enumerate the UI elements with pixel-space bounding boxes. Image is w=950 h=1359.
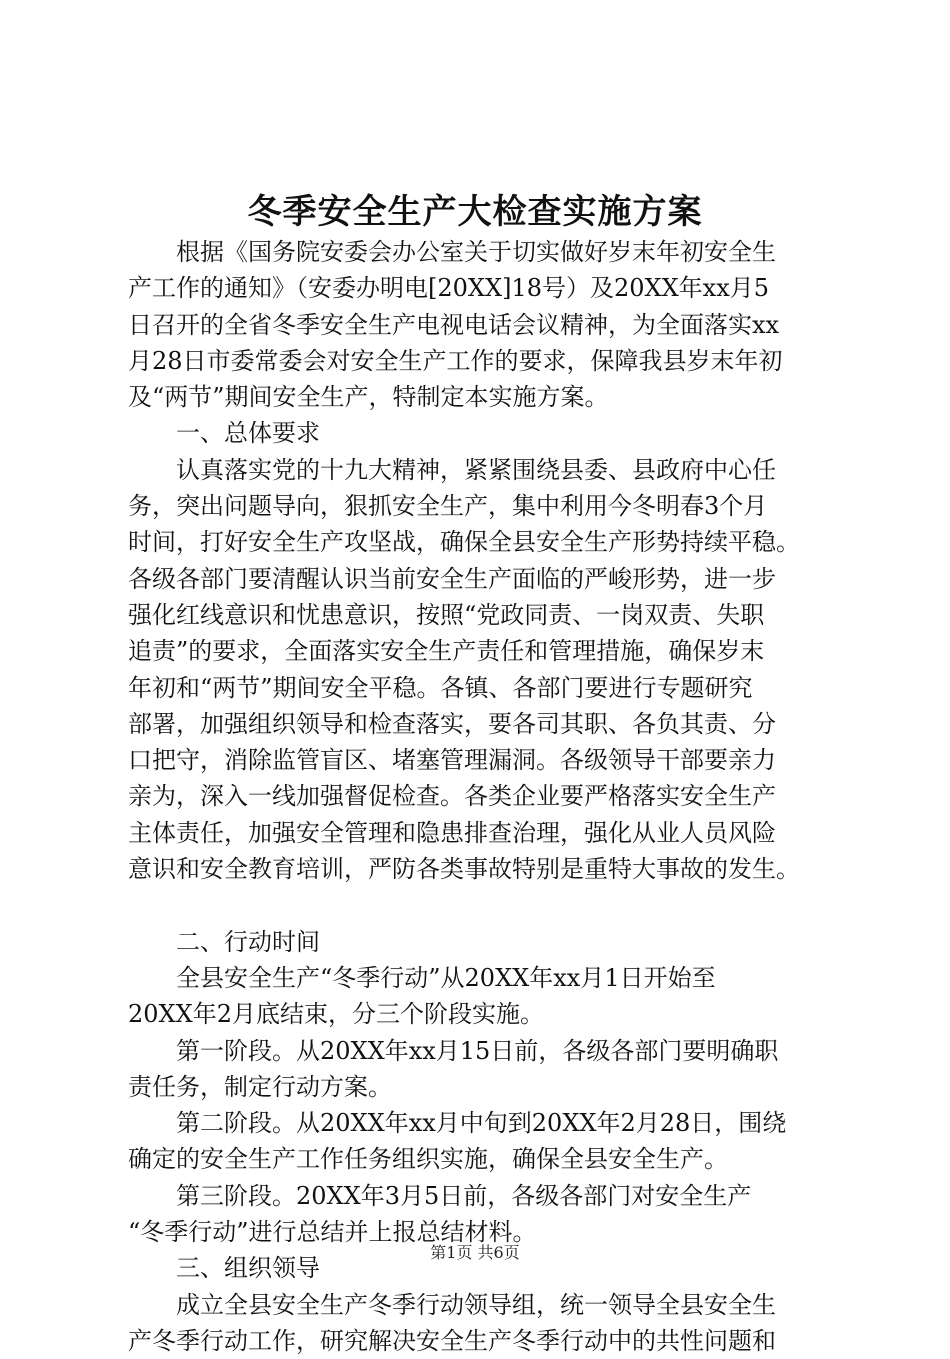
- text-line: 确定的安全生产工作任务组织实施，确保全县安全生产。: [128, 1145, 728, 1174]
- text-line: 年初和“两节”期间安全平稳。各镇、各部门要进行专题研究: [128, 673, 753, 702]
- document-body: [128, 234, 830, 1359]
- text-line: 产冬季行动工作，研究解决安全生产冬季行动中的共性问题和: [128, 1326, 776, 1355]
- text-line: 产工作的通知》（安委办明电[20XX]18号）及20XX年xx月5: [128, 274, 770, 303]
- text-line: “冬季行动”进行总结并上报总结材料。: [128, 1218, 537, 1247]
- text-line: 主体责任，加强安全管理和隐患排查治理，强化从业人员风险: [128, 818, 776, 847]
- text-line: 及“两节”期间安全生产，特制定本实施方案。: [128, 383, 609, 412]
- text-line: 第二阶段。从20XX年xx月中旬到20XX年2月28日，围绕: [128, 1109, 787, 1138]
- section-heading: 二、行动时间: [128, 927, 320, 956]
- text-line: 时间，打好安全生产攻坚战，确保全县安全生产形势持续平稳。: [128, 528, 800, 557]
- text-line: 各级各部门要清醒认识当前安全生产面临的严峻形势，进一步: [128, 564, 776, 593]
- text-line: 亲为，深入一线加强督促检查。各类企业要严格落实安全生产: [128, 782, 776, 811]
- document-title: 冬季安全生产大检查实施方案: [247, 192, 703, 232]
- text-line: 第一阶段。从20XX年xx月15日前，各级各部门要明确职: [128, 1036, 779, 1065]
- text-line: 月28日市委常委会对安全生产工作的要求，保障我县岁末年初: [128, 346, 783, 375]
- text-line: 口把守，消除监管盲区、堵塞管理漏洞。各级领导干部要亲力: [128, 746, 776, 775]
- page-footer: 第1页 共6页: [430, 1243, 520, 1262]
- section-heading: 一、总体要求: [128, 419, 320, 448]
- text-line: 意识和安全教育培训，严防各类事故特别是重特大事故的发生。: [128, 855, 800, 884]
- text-line: 认真落实党的十九大精神，紧紧围绕县委、县政府中心任: [128, 455, 776, 484]
- text-line: 日召开的全省冬季安全生产电视电话会议精神，为全面落实xx: [128, 310, 780, 339]
- text-line: 20XX年2月底结束，分三个阶段实施。: [128, 1000, 544, 1029]
- text-line: 根据《国务院安委会办公室关于切实做好岁末年初安全生: [128, 238, 776, 266]
- text-line: 强化红线意识和忧患意识，按照“党政同责、一岗双责、失职: [128, 600, 765, 629]
- text-line: 责任务，制定行动方案。: [128, 1072, 392, 1101]
- paragraph-gap: [128, 887, 830, 923]
- text-line: 部署，加强组织领导和检查落实，要各司其职、各负其责、分: [128, 709, 776, 738]
- text-line: 成立全县安全生产冬季行动领导组，统一领导全县安全生: [128, 1290, 776, 1319]
- text-line: 追责”的要求，全面落实安全生产责任和管理措施，确保岁末: [128, 637, 765, 666]
- text-line: 务，突出问题导向，狠抓安全生产，集中利用今冬明春3个月: [128, 492, 768, 521]
- section-heading: 三、组织领导: [128, 1254, 320, 1283]
- text-line: 全县安全生产“冬季行动”从20XX年xx月1日开始至: [128, 963, 716, 992]
- text-line: 第三阶段。20XX年3月5日前，各级各部门对安全生产: [128, 1181, 752, 1210]
